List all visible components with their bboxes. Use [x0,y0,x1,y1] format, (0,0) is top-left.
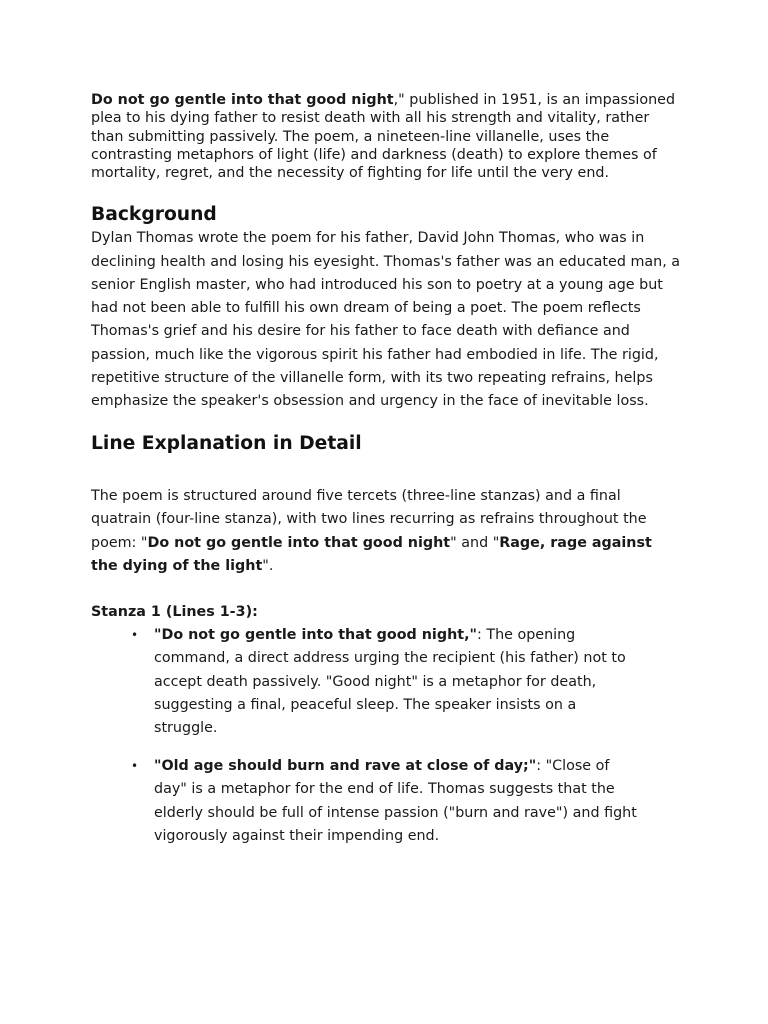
background-heading: Background [91,204,217,226]
line-explanation-heading: Line Explanation in Detail [91,433,362,455]
refrain-2: Rage, rage against the dying of the light [91,534,652,574]
document-page [91,91,681,848]
stanza-1-label: Stanza 1 (Lines 1-3): [91,603,258,620]
line-explanation: : The opening command, a direct address urging the recipient (his father) not to accept death passively. "Good night" is a metaphor for death, suggesting a final, peaceful sleep. The speaker insists on a struggle. [154,627,626,736]
intro-paragraph [91,91,681,182]
line-explanation: : "Close of day" is a metaphor for the end of life. Thomas suggests that the elderly should be full of intense passion ("burn and rave") and fight vigorously against their impending end. [154,758,637,844]
stanza-1-list [91,624,681,848]
poem-line: "Do not go gentle into that good night," [154,627,477,644]
structure-text-1: The poem is structured around five tercets (three-line stanzas) and a final quatrain (four-line stanza), with two lines recurring as refrains throughout the poem: " [91,488,647,551]
structure-text-3: ". [262,557,274,574]
list-item [91,755,681,848]
bullet-icon: • [131,628,139,643]
intro-text: ," published in 1951, is an impassioned plea to his dying father to resist death with all his strength and vitality, rather than submitting passively. The poem, a nineteen-line villanelle, uses the contrasting metaphors of light (life) and darkness (death) to explore themes of mortality, regret, and the necessity of fighting for life until the very end. [91,92,676,182]
bullet-icon: • [131,759,139,774]
poem-line: "Old age should burn and rave at close of day;" [154,758,537,775]
refrain-1: Do not go gentle into that good night [147,534,451,551]
list-item [91,624,681,740]
poem-title: Do not go gentle into that good night [91,92,394,108]
background-paragraph: Dylan Thomas wrote the poem for his father, David John Thomas, who was in declining health and losing his eyesight. Thomas's father was an educated man, a senior English master, who had introduced his son to poetry at a young age but had not been able to fulfill his own dream of being a poet. The poem reflects Thomas's grief and his desire for his father to face death with defiance and passion, much like the vigorous spirit his father had embodied in life. The rigid, repetitive structure of the villanelle form, with its two repeating refrains, helps emphasize the speaker's obsession and urgency in the face of inevitable loss. [91,230,681,409]
structure-paragraph [91,485,681,578]
structure-text-2: " and " [450,534,500,551]
